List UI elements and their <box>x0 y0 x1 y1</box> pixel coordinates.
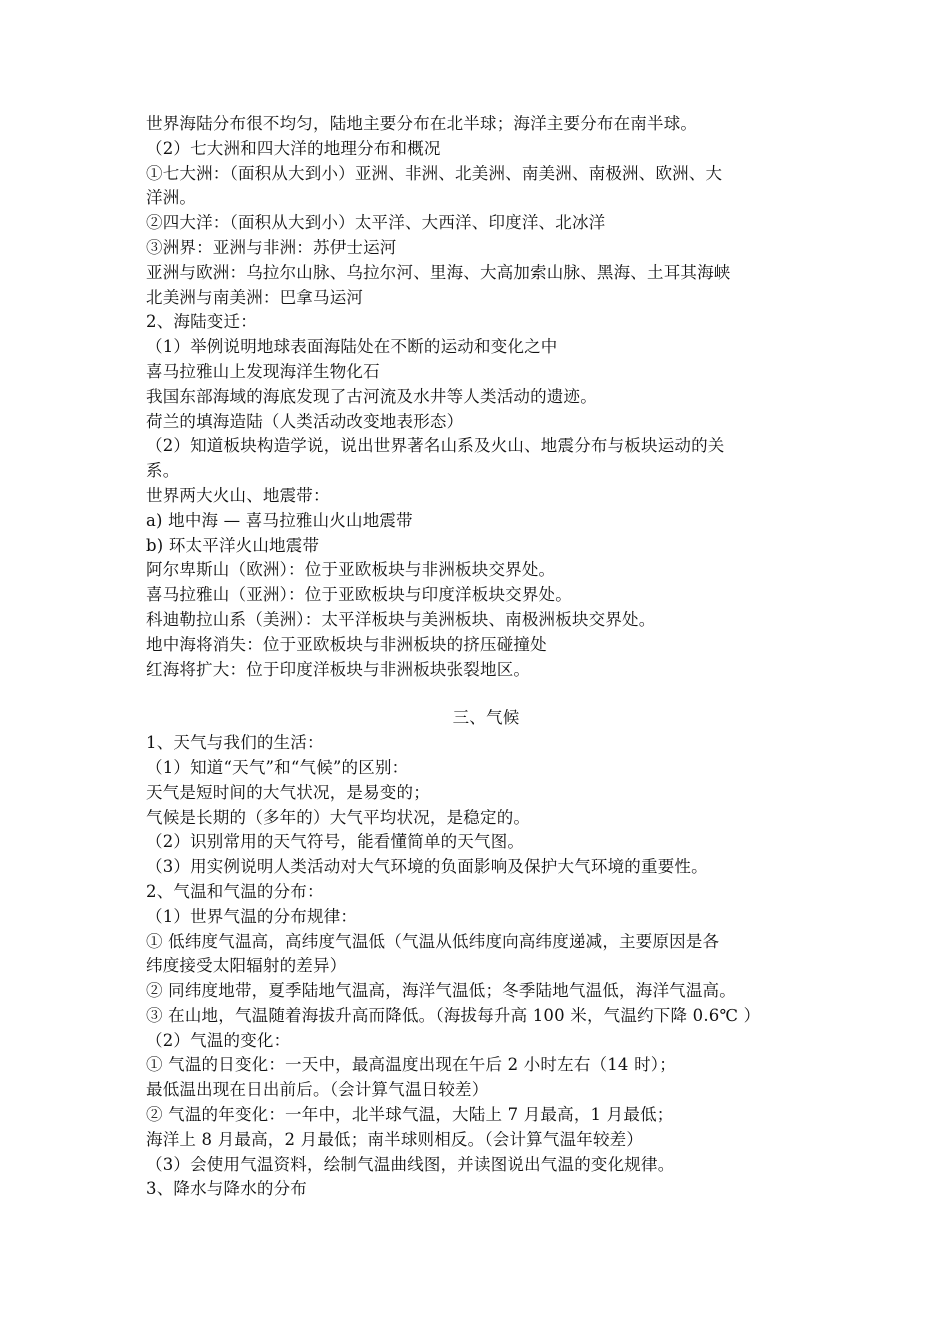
text-line: b) 环太平洋火山地震带 <box>146 535 320 555</box>
text-line: 世界两大火山、地震带： <box>146 485 330 505</box>
text-line: 系。 <box>146 461 180 481</box>
text-line: （2）识别常用的天气符号，能看懂简单的天气图。 <box>146 832 525 852</box>
text-line: （3）会使用气温资料，绘制气温曲线图，并读图说出气温的变化规律。 <box>146 1154 675 1174</box>
text-line: ③ 在山地，气温随着海拔升高而降低。（海拔每升高 100 米，气温约下降 0.6℃ ） <box>146 1005 761 1025</box>
text-line: （1）世界气温的分布规律： <box>146 906 358 926</box>
text-line: ②四大洋：（面积从大到小）太平洋、大西洋、印度洋、北冰洋 <box>146 213 606 233</box>
section-previous-content <box>146 112 826 682</box>
text-line: 喜马拉雅山（亚洲）：位于亚欧板块与印度洋板块交界处。 <box>146 585 572 605</box>
section-climate-content <box>146 731 826 1202</box>
text-line: 红海将扩大：位于印度洋板块与非洲板块张裂地区。 <box>146 659 531 679</box>
text-line: 地中海将消失：位于亚欧板块与非洲板块的挤压碰撞处 <box>146 634 547 654</box>
text-line: ② 同纬度地带，夏季陆地气温高，海洋气温低；冬季陆地气温低，海洋气温高。 <box>146 981 736 1001</box>
text-line: 荷兰的填海造陆（人类活动改变地表形态） <box>146 411 464 431</box>
text-line: 2、气温和气温的分布： <box>146 881 324 901</box>
text-line: 北美洲与南美洲：巴拿马运河 <box>146 287 364 307</box>
text-line: 阿尔卑斯山（欧洲）：位于亚欧板块与非洲板块交界处。 <box>146 560 556 580</box>
text-line: 喜马拉雅山上发现海洋生物化石 <box>146 361 380 381</box>
text-line: 世界海陆分布很不均匀，陆地主要分布在北半球；海洋主要分布在南半球。 <box>146 114 698 133</box>
text-line: 海洋上 8 月最高，2 月最低；南半球则相反。（会计算气温年较差） <box>146 1129 644 1149</box>
text-line: ①七大洲：（面积从大到小）亚洲、非洲、北美洲、南美洲、南极洲、欧洲、大 <box>146 163 723 183</box>
text-line: 天气是短时间的大气状况，是易变的； <box>146 782 430 802</box>
text-line: 3、降水与降水的分布 <box>146 1179 307 1199</box>
text-line: 气候是长期的（多年的）大气平均状况，是稳定的。 <box>146 807 531 827</box>
text-line: （2）气温的变化： <box>146 1030 291 1050</box>
text-line: ③洲界：亚洲与非洲：苏伊士运河 <box>146 237 397 257</box>
text-line: 纬度接受太阳辐射的差异） <box>146 956 347 976</box>
text-line: 洋洲。 <box>146 188 197 208</box>
text-line: （2）七大洲和四大洋的地理分布和概况 <box>146 138 441 158</box>
text-line: ① 气温的日变化：一天中，最高温度出现在午后 2 小时左右（14 时）； <box>146 1055 676 1075</box>
section-spacer <box>146 682 826 706</box>
text-line: a) 地中海 — 喜马拉雅山火山地震带 <box>146 510 413 530</box>
text-line: ② 气温的年变化：一年中，北半球气温，大陆上 7 月最高，1 月最低； <box>146 1105 674 1125</box>
section-title-climate: 三、气候 <box>452 708 520 728</box>
text-line: （1）举例说明地球表面海陆处在不断的运动和变化之中 <box>146 337 558 357</box>
text-line: 我国东部海域的海底发现了古河流及水井等人类活动的遗迹。 <box>146 386 597 406</box>
text-line: 1、天气与我们的生活： <box>146 733 324 753</box>
text-line: ① 低纬度气温高，高纬度气温低（气温从低纬度向高纬度递减，主要原因是各 <box>146 931 720 951</box>
text-line: 最低温出现在日出前后。（会计算气温日较差） <box>146 1080 489 1100</box>
text-line: 亚洲与欧洲：乌拉尔山脉、乌拉尔河、里海、大高加索山脉、黑海、土耳其海峡 <box>146 262 731 282</box>
text-line: （3）用实例说明人类活动对大气环境的负面影响及保护大气环境的重要性。 <box>146 857 708 877</box>
text-line: 2、海陆变迁： <box>146 312 257 332</box>
text-line: 科迪勒拉山系（美洲）：太平洋板块与美洲板块、南极洲板块交界处。 <box>146 609 656 629</box>
text-line: （1）知道“天气”和“气候”的区别： <box>146 757 409 777</box>
text-line: （2）知道板块构造学说，说出世界著名山系及火山、地震分布与板块运动的关 <box>146 436 725 456</box>
document-page <box>146 112 826 1202</box>
